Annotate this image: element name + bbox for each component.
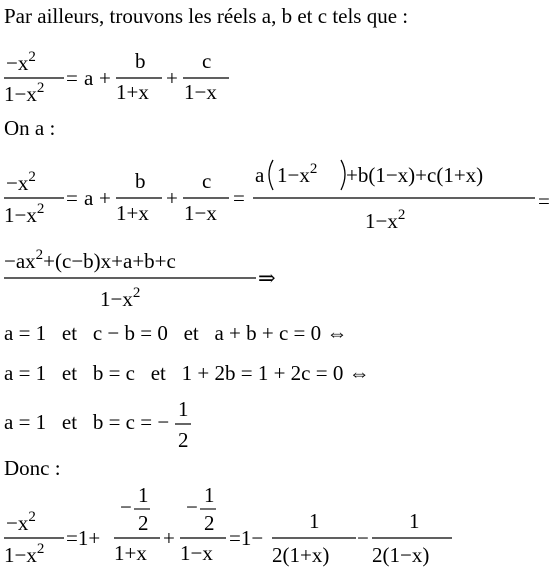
- final-f3-num: 1: [309, 509, 320, 533]
- eq2-equals3: =: [538, 189, 550, 213]
- equation-1: [4, 49, 229, 106]
- final-lhs-den: $1-x^2$: [4, 541, 45, 567]
- donc-line: Donc :: [4, 456, 61, 480]
- eq1-plus2: +: [166, 66, 178, 90]
- eq3-num: $-ax^2+(c-b)x+a+b+c$: [4, 247, 176, 273]
- eq2-big-den: $1-x^2$: [365, 207, 406, 233]
- eq2-equals1: =: [66, 186, 78, 210]
- equation-2: [4, 160, 550, 233]
- system-lines: [4, 321, 370, 452]
- final-f4-den: 2(1−x): [372, 543, 430, 567]
- eq2-f1-num: b: [135, 169, 146, 193]
- final-plus: +: [163, 526, 175, 550]
- eq1-a: a: [84, 66, 94, 90]
- equation-3: [4, 247, 276, 311]
- eq2-lhs-num: $-x^2$: [6, 169, 36, 195]
- final-f2-subnum: 1: [204, 483, 215, 507]
- system-line-3-num: 1: [178, 397, 189, 421]
- final-f3-den: 2(1+x): [272, 543, 330, 567]
- final-equation: [4, 483, 452, 567]
- system-line-3: a = 1 et b = c = −: [4, 410, 170, 434]
- eq2-big-num-lparen: [269, 160, 273, 190]
- final-f2-minus: −: [186, 495, 198, 519]
- final-f1-den: 1+x: [114, 541, 147, 565]
- on-a-line: On a :: [4, 116, 56, 140]
- eq2-f2-num: c: [202, 169, 212, 193]
- eq1-lhs-num: $-x^2$: [6, 49, 36, 75]
- final-f2-subden: 2: [204, 511, 215, 535]
- system-line-3-den: 2: [178, 428, 189, 452]
- eq3-implies: ⇒: [258, 266, 276, 290]
- eq2-f1-den: 1+x: [116, 201, 149, 225]
- eq1-equals: =: [66, 66, 78, 90]
- eq2-lhs-den: $1-x^2$: [4, 201, 45, 227]
- final-lhs-num: $-x^2$: [6, 509, 36, 535]
- system-line-1: a = 1 et c − b = 0 et a + b + c = 0 ⇔: [4, 321, 348, 345]
- final-f1-minus: −: [120, 495, 132, 519]
- eq1-f1-num: b: [135, 49, 146, 73]
- eq2-a: a: [84, 186, 94, 210]
- eq1-f1-den: 1+x: [116, 80, 149, 104]
- eq1-f2-num: c: [202, 49, 212, 73]
- eq2-big-num-rparen: [341, 160, 345, 190]
- eq2-plus1: +: [99, 186, 111, 210]
- final-f4-num: 1: [409, 509, 420, 533]
- system-line-2: a = 1 et b = c et 1 + 2b = 1 + 2c = 0 ⇔: [4, 361, 370, 385]
- eq3-den: $1-x^2$: [100, 285, 141, 311]
- eq1-f2-den: 1−x: [184, 80, 217, 104]
- eq2-equals2: =: [233, 186, 245, 210]
- eq2-big-num-a: a: [255, 163, 265, 187]
- final-equals2: =1−: [229, 526, 264, 550]
- eq2-plus2: +: [166, 186, 178, 210]
- final-f1-subnum: 1: [138, 483, 149, 507]
- final-equals1: =1+: [66, 526, 101, 550]
- eq1-plus1: +: [99, 66, 111, 90]
- final-minus: −: [357, 526, 369, 550]
- final-f1-subden: 2: [138, 511, 149, 535]
- intro-line: Par ailleurs, trouvons les réels a, b et c tels que :: [4, 4, 409, 28]
- eq2-big-num-rest: +b(1−x)+c(1+x): [346, 163, 484, 187]
- eq2-f2-den: 1−x: [184, 201, 217, 225]
- eq2-big-num-inner: $1-x^2$: [277, 161, 318, 187]
- final-f2-den: 1−x: [180, 541, 213, 565]
- eq1-lhs-den: $1-x^2$: [4, 80, 45, 106]
